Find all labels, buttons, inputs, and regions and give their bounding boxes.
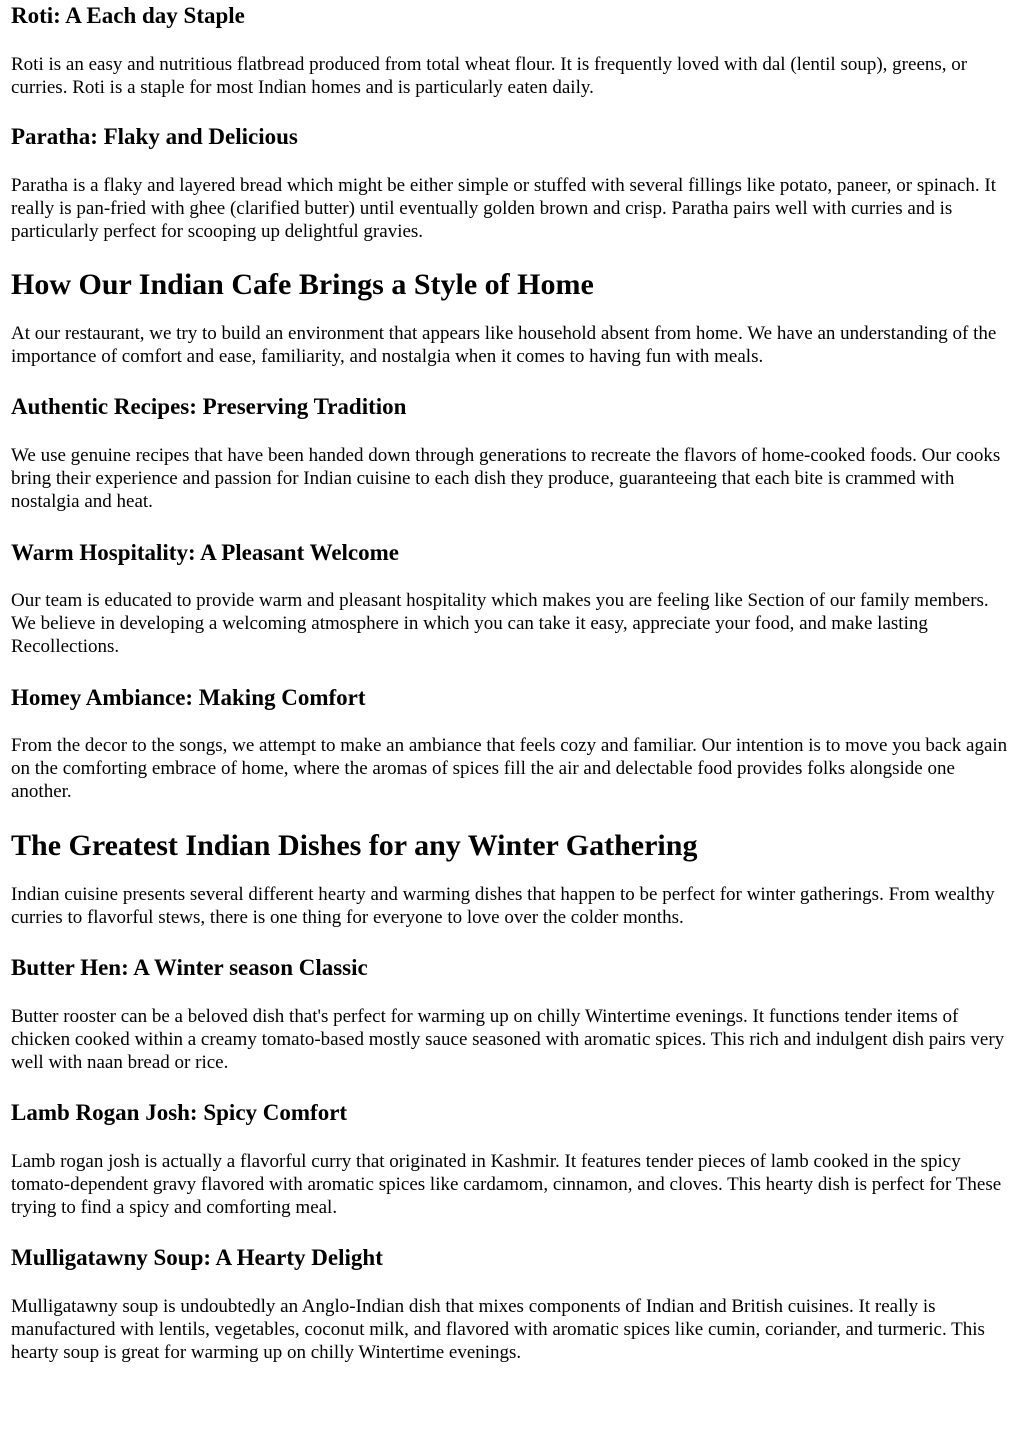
section-heading-warm-hospitality: Warm Hospitality: A Pleasant Welcome bbox=[11, 540, 399, 565]
paragraph-warm-hospitality: Our team is educated to provide warm and pleasant hospitality which makes you are feeling like Section of our family members. We believe in developing a welcoming atmosphere in which you can take it easy, appreciate your food, and make lasting Recollections. bbox=[11, 590, 989, 657]
paragraph-paratha: Paratha is a flaky and layered bread which might be either simple or stuffed with several fillings like potato, paneer, or spinach. It really is pan-fried with ghee (clarified butter) until eventually golden brown and crisp. Paratha pairs well with curries and is particularly perfect for scooping up delightful gravies. bbox=[11, 175, 996, 242]
main-heading-home-style: How Our Indian Cafe Brings a Style of Home bbox=[11, 268, 594, 301]
paragraph-mulligatawny: Mulligatawny soup is undoubtedly an Anglo-Indian dish that mixes components of Indian and British cuisines. It really is manufactured with lentils, vegetables, coconut milk, and flavored with aromatic spices like cumin, coriander, and turmeric. This hearty soup is great for warming up on chilly Wintertime evenings. bbox=[11, 1296, 985, 1363]
paragraph-roti: Roti is an easy and nutritious flatbread produced from total wheat flour. It is frequently loved with dal (lentil soup), greens, or curries. Roti is a staple for most Indian homes and is particularly eaten daily. bbox=[11, 54, 968, 98]
article bbox=[11, 2, 1013, 1364]
section-heading-paratha: Paratha: Flaky and Delicious bbox=[11, 124, 298, 149]
paragraph-butter-hen: Butter rooster can be a beloved dish that's perfect for warming up on chilly Wintertime evenings. It functions tender items of chicken cooked within a creamy tomato-based mostly sauce seasoned with aromatic spices. This rich and indulgent dish pairs very well with naan bread or rice. bbox=[11, 1006, 1005, 1073]
paragraph-authentic-recipes: We use genuine recipes that have been handed down through generations to recreate the flavors of home-cooked foods. Our cooks bring their experience and passion for Indian cuisine to each dish they produce, guaranteeing that each bite is crammed with nostalgia and heat. bbox=[11, 445, 1001, 512]
paragraph-winter-dishes: Indian cuisine presents several different hearty and warming dishes that happen to be perfect for winter gatherings. From wealthy curries to flavorful stews, there is one thing for everyone to love over the colder months. bbox=[11, 884, 995, 928]
section-heading-roti: Roti: A Each day Staple bbox=[11, 3, 245, 28]
paragraph-homey-ambiance: From the decor to the songs, we attempt to make an ambiance that feels cozy and familiar. Our intention is to move you back again on the comforting embrace of home, where the aromas of spices fill the air and delectable food provides folks alongside one another. bbox=[11, 735, 1008, 802]
section-heading-mulligatawny: Mulligatawny Soup: A Hearty Delight bbox=[11, 1245, 383, 1270]
main-heading-winter-dishes: The Greatest Indian Dishes for any Winter Gathering bbox=[11, 829, 698, 862]
section-heading-homey-ambiance: Homey Ambiance: Making Comfort bbox=[11, 685, 366, 710]
paragraph-lamb-rogan-josh: Lamb rogan josh is actually a flavorful curry that originated in Kashmir. It features tender pieces of lamb cooked in the spicy tomato-dependent gravy flavored with aromatic spices like cardamom, cinnamon, and cloves. This hearty dish is perfect for These trying to find a spicy and comforting meal. bbox=[11, 1151, 1002, 1218]
section-heading-butter-hen: Butter Hen: A Winter season Classic bbox=[11, 955, 368, 980]
section-heading-authentic-recipes: Authentic Recipes: Preserving Tradition bbox=[11, 394, 407, 419]
section-heading-lamb-rogan-josh: Lamb Rogan Josh: Spicy Comfort bbox=[11, 1100, 348, 1125]
paragraph-home-style: At our restaurant, we try to build an environment that appears like household absent from home. We have an understanding of the importance of comfort and ease, familiarity, and nostalgia when it comes to having fun with meals. bbox=[11, 323, 997, 367]
